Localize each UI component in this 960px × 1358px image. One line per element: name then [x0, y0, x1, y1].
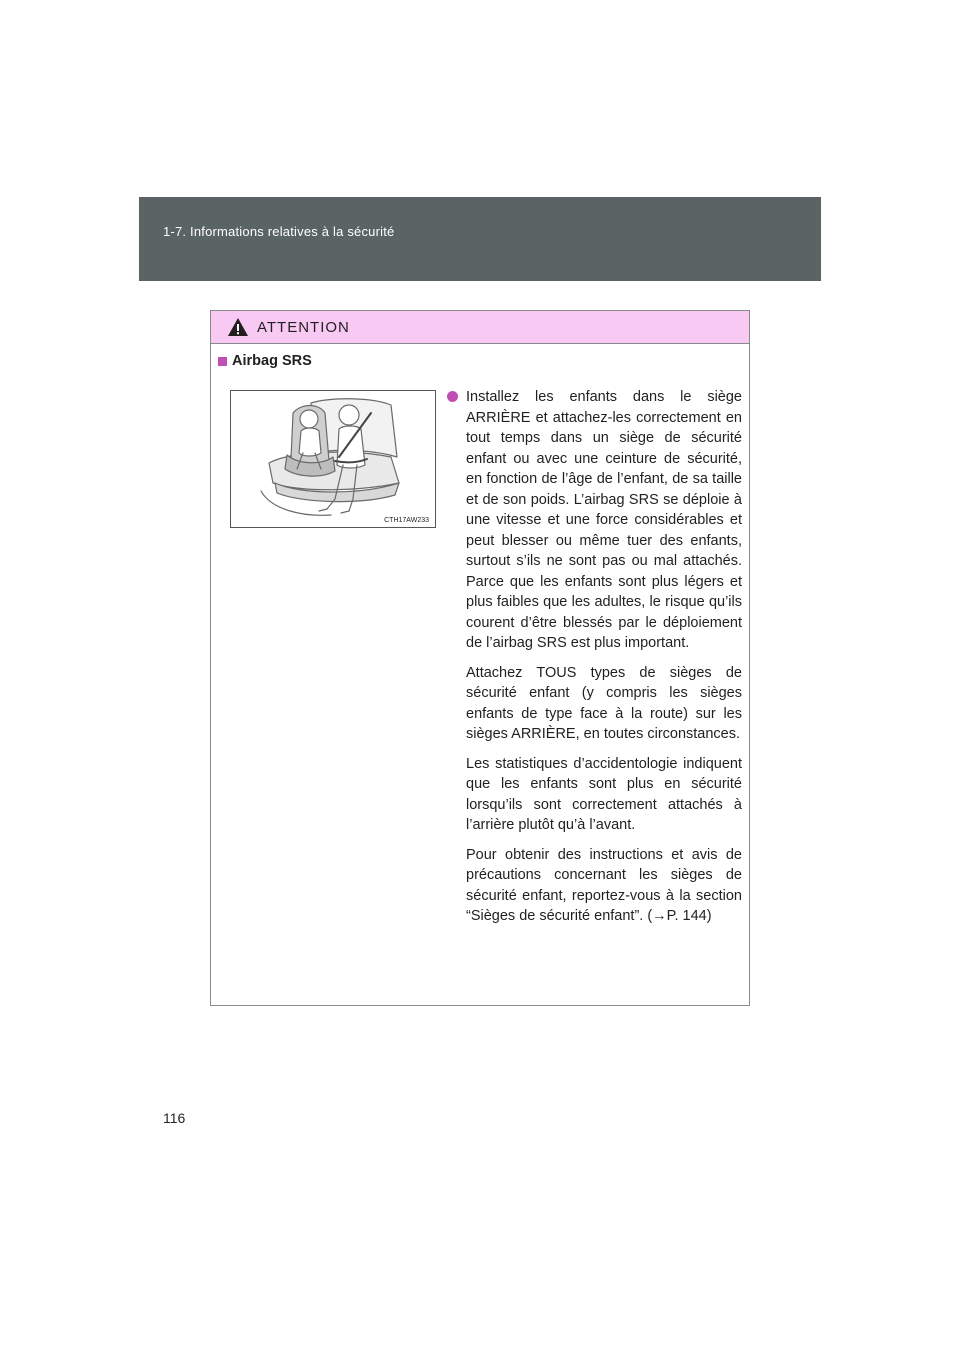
square-bullet-icon — [218, 357, 227, 366]
warning-paragraph-1: Installez les enfants dans le siège ARRIÈRE et attachez-les correctement en tout temps dans un siège de sécurité enfant ou avec une ceinture de sécurité, en fonction de l’âge de l’enfant, de sa taille et de son poids. L’airbag SRS se déploie à une vitesse et une force considérables et peut blesser ou même tuer des enfants, surtout s’ils ne sont pas ou mal attachés. Parce que les enfants sont plus légers et plus faibles que les adultes, le risque qu’ils courent d’être blessés par le déploiement de l’airbag SRS est plus important. — [466, 387, 742, 654]
round-bullet-icon — [447, 391, 458, 402]
section-header-band — [139, 197, 821, 281]
warning-paragraph-2: Attachez TOUS types de sièges de sécurité enfant (y compris les sièges enfants de type face à la route) sur les sièges ARRIÈRE, en toutes circonstances. — [466, 664, 742, 742]
page-number: 116 — [163, 1110, 186, 1126]
warning-header — [211, 311, 749, 344]
subheading — [218, 353, 312, 369]
warning-paragraph-4: Pour obtenir des instructions et avis de précautions concernant les sièges de sécurité enfant, reportez-vous à la section “Sièges de sécurité enfant”. (→P. 144) — [466, 846, 742, 924]
section-title: 1-7. Informations relatives à la sécurité — [163, 224, 395, 239]
warning-label: ATTENTION — [257, 318, 350, 336]
warning-box — [210, 310, 750, 1006]
warning-text-column — [466, 387, 742, 936]
figure-code: CTH17AW233 — [384, 517, 429, 524]
child-seat-illustration — [230, 390, 436, 528]
warning-paragraph-3: Les statistiques d’accidentologie indiquent que les enfants sont plus en sécurité lorsqu’ils sont correctement attachés à l’arrière plutôt qu’à l’avant. — [466, 755, 742, 833]
warning-triangle-icon — [227, 317, 249, 337]
child-seat-drawing — [231, 391, 435, 527]
subheading-text: Airbag SRS — [232, 353, 312, 369]
